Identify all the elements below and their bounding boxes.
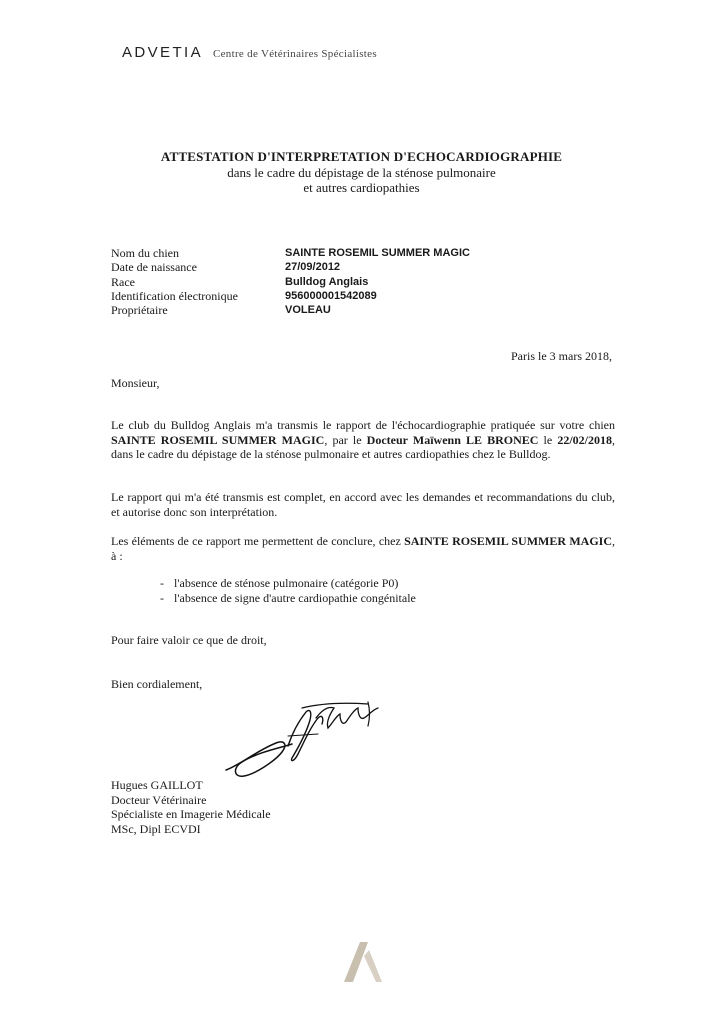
greeting: Monsieur, <box>111 376 160 390</box>
paragraph-3 <box>111 534 615 563</box>
signer-title: Docteur Vétérinaire <box>111 792 207 807</box>
info-value: Bulldog Anglais <box>285 275 369 288</box>
p1-dog-name: SAINTE ROSEMIL SUMMER MAGIC <box>111 432 325 447</box>
closing-greeting: Bien cordialement, <box>111 677 203 691</box>
p1-text-d: , dans le cadre du dépistage de la sténose pulmonaire et autres cardiopathies chez le Bulldog. <box>111 432 616 461</box>
signer-name: Hugues GAILLOT <box>111 778 203 792</box>
p1-text-a: Le club du Bulldog Anglais m'a transmis le rapport de l'échocardiographie pratiquée sur votre chien <box>111 418 615 432</box>
info-row <box>111 260 470 274</box>
p1-doctor-name: Docteur Maïwenn LE BRONEC <box>366 432 539 447</box>
list-item <box>160 576 416 591</box>
closing-formula: Pour faire valoir ce que de droit, <box>111 633 267 647</box>
letter-date: Paris le 3 mars 2018, <box>511 349 612 363</box>
info-value: 27/09/2012 <box>285 261 341 274</box>
paragraph-2: Le rapport qui m'a été transmis est complet, en accord avec les demandes et recommandations du club, et autorise donc son interprétation. <box>111 490 615 519</box>
bullet-dash: - <box>160 576 164 590</box>
p1-exam-date: 22/02/2018 <box>557 432 613 447</box>
bullet-dash: - <box>160 590 164 605</box>
conclusion-list <box>160 576 416 605</box>
paragraph-1 <box>111 418 615 462</box>
document-subtitle-line2: et autres cardiopathies <box>303 180 420 195</box>
info-label: Propriétaire <box>111 303 168 318</box>
brand-name: ADVETIA <box>122 44 203 61</box>
info-row <box>111 303 470 317</box>
info-value: SAINTE ROSEMIL SUMMER MAGIC <box>285 247 470 259</box>
letterhead <box>122 44 377 61</box>
signature-icon <box>218 688 388 788</box>
info-label: Race <box>111 274 135 289</box>
document-subtitle-line1: dans le cadre du dépistage de la sténose pulmonaire <box>227 165 496 180</box>
document-title: ATTESTATION D'INTERPRETATION D'ECHOCARDIOGRAPHIE <box>160 149 563 164</box>
info-label: Date de naissance <box>111 260 197 275</box>
info-value: VOLEAU <box>285 304 331 317</box>
advetia-logo-icon <box>336 936 388 984</box>
info-value: 956000001542089 <box>285 289 377 302</box>
info-row <box>111 289 470 303</box>
p3-text-b: , à : <box>111 534 615 563</box>
list-item-text: l'absence de signe d'autre cardiopathie congénitale <box>174 590 416 605</box>
signer-specialty: Spécialiste en Imagerie Médicale <box>111 807 271 822</box>
info-row <box>111 246 470 260</box>
info-label: Identification électronique <box>111 288 238 303</box>
list-item <box>160 591 416 606</box>
brand-subtitle: Centre de Vétérinaires Spécialistes <box>212 48 377 60</box>
info-row <box>111 275 470 289</box>
info-label: Nom du chien <box>111 246 179 260</box>
p3-dog-name: SAINTE ROSEMIL SUMMER MAGIC <box>404 534 612 548</box>
signer-block <box>111 778 271 836</box>
p1-text-c: le <box>538 432 558 447</box>
p3-text-a: Les éléments de ce rapport me permettent de conclure, chez <box>111 534 405 548</box>
signer-degrees: MSc, Dipl ECVDI <box>111 821 201 836</box>
p1-text-b: , par le <box>324 432 367 447</box>
list-item-text: l'absence de sténose pulmonaire (catégorie P0) <box>174 576 399 590</box>
dog-info-table <box>111 246 470 317</box>
